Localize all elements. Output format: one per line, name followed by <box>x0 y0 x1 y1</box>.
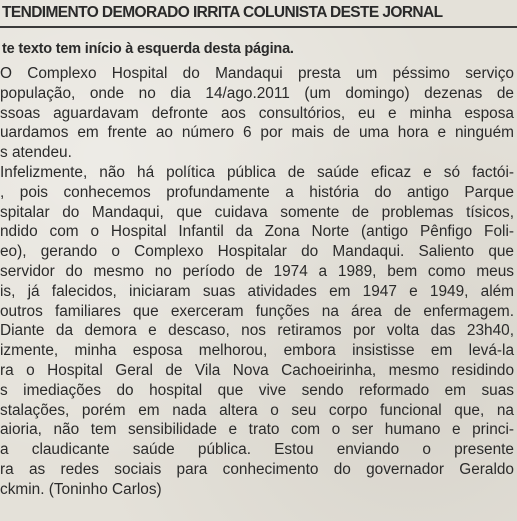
article-subhead: te texto tem início à esquerda desta página. <box>2 41 294 57</box>
article-line: s atendeu. <box>0 144 72 162</box>
article-headline: TENDIMENTO DEMORADO IRRITA COLUNISTA DESTE JORNAL <box>2 4 443 21</box>
article-line: ra o Hospital Geral de Vila Nova Cachoeirinha, mesmo residindo <box>0 361 514 379</box>
article-line: stalações, porém em nada altera o seu corpo funcional que, na <box>0 401 514 419</box>
article-line: ndido com o Hospital Infantil da Zona Norte (antigo Pênfigo Foli- <box>0 223 514 241</box>
article-line: aioria, não tem sensibilidade e trato com o ser humano e princi- <box>0 421 514 439</box>
article-line: uardamos em frente ao número 6 por mais de uma hora e ninguém <box>0 124 514 142</box>
article-line: s imediações do hospital que vive sendo reformado em suas <box>0 381 514 399</box>
article-line: Diante da demora e descaso, nos retiramos por volta das 23h40, <box>0 322 514 340</box>
article-line: outros familiares que exerceram funções na área de enfermagem. <box>0 302 514 320</box>
headline-rule <box>0 26 517 28</box>
article-line: , pois conhecemos profundamente a história do antigo Parque <box>0 183 514 201</box>
article-line: servidor do mesmo no período de 1974 a 1989, bem como meus <box>0 262 514 280</box>
article-line: a claudicante saúde pública. Estou enviando o presente <box>0 441 514 459</box>
article-line: izmente, minha esposa melhorou, embora insistisse em levá-la <box>0 342 514 360</box>
article-line: ra as redes sociais para conhecimento do governador Geraldo <box>0 460 514 478</box>
article-line: Infelizmente, não há política pública de saúde eficaz e só factói- <box>0 163 514 181</box>
article-line: O Complexo Hospital do Mandaqui presta um péssimo serviço <box>0 65 514 82</box>
article-line: ssoas aguardavam defronte aos consultórios, eu e minha esposa <box>0 104 514 122</box>
article-line: spitalar do Mandaqui, que cuidava somente de problemas tísicos, <box>0 203 514 221</box>
article-line: população, onde no dia 14/ago.2011 (um domingo) dezenas de <box>0 84 514 102</box>
article-line: eo), gerando o Complexo Hospitalar do Mandaqui. Saliento que <box>0 243 514 261</box>
article-line: is, já falecidos, iniciaram suas atividades em 1947 e 1949, além <box>0 282 514 300</box>
article-line: ckmin. (Toninho Carlos) <box>0 480 162 498</box>
article-body <box>0 64 517 500</box>
